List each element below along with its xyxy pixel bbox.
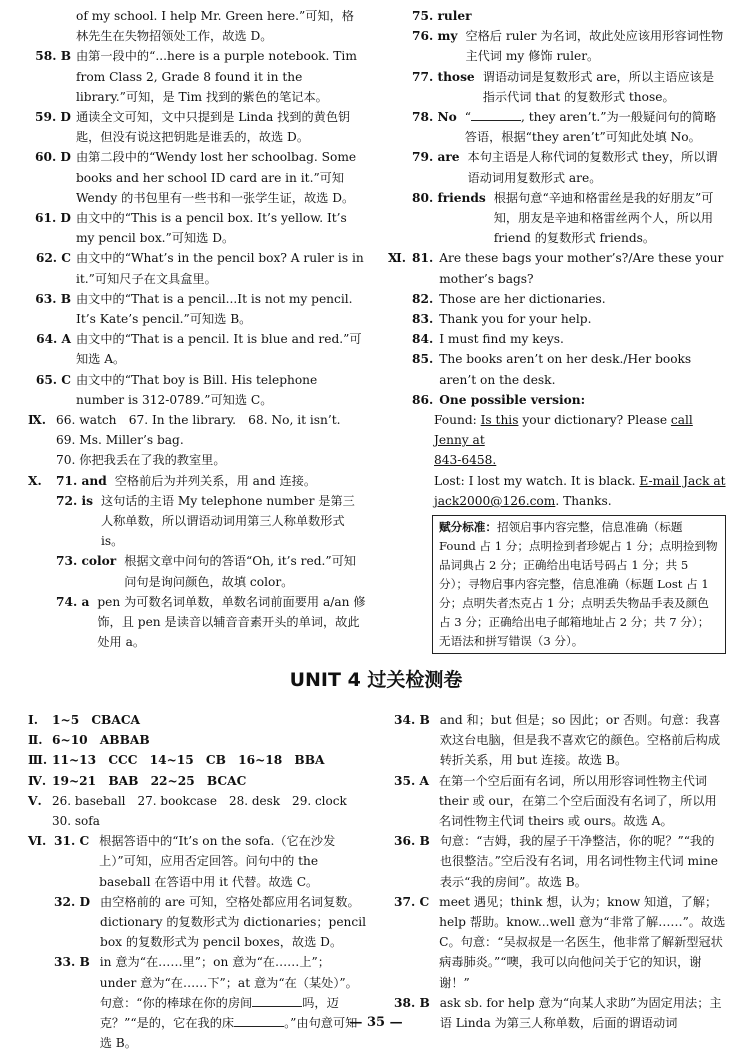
answer-75 <box>394 6 726 26</box>
lost-underline-1: E-mail Jack at <box>639 473 726 488</box>
answer-59 <box>28 107 366 147</box>
answer-32 <box>28 892 366 953</box>
short-answer-text: 26. baseball 27. bookcase 28. desk 29. clock 30. sofa <box>52 793 359 829</box>
answer-text-before: in 意为“在……里”；on 意为“在……上”；under 意为“在……下”；at 意为“在（某处）”。句意：“你的棒球在你的房间 <box>99 955 358 1010</box>
answer-label: 80. friends <box>412 190 486 205</box>
top-left-column <box>28 6 366 653</box>
answer-73 <box>28 551 366 591</box>
blank-line <box>471 108 521 121</box>
answer-text: meet 遇见；think 想，认为；know 知道，了解；help 帮助。know...well 意为“非常了解……”。故选 C。句意：“吴叔叔是一名医生，他非常了解新型冠状病毒肺炎。”“噢，我可以向他问关于它的知识，谢谢！” <box>439 894 726 990</box>
answer-text: and 和；but 但是；so 因此；or 否则。句意：我喜欢这台电脑，但是我不喜欢它的颜色。空格前后构成转折关系，用 but 连接。故选 B。 <box>439 713 721 768</box>
answer-text: ask sb. for help 意为“向某人求助”为固定用法；主语 Linda 为第三人称单数，后面的谓语动词 <box>439 995 722 1031</box>
answer-label: 83. <box>412 312 434 327</box>
short-answer-text: 6~10 ABBAB <box>52 733 150 748</box>
answer-text: 空格前后为并列关系，用 and 连接。 <box>114 473 317 488</box>
unit-title: UNIT 4 过关检测卷 <box>289 669 463 691</box>
answer-label: 78. No <box>412 110 457 125</box>
answer-text: 由文中的“This is a pencil box. It’s yellow. It’s my pencil box.”可知选 D。 <box>76 211 347 246</box>
answer-label: 73. color <box>56 554 117 569</box>
answer-57-cont <box>28 6 366 46</box>
answer-label: 81. <box>412 251 434 266</box>
answer-62 <box>28 248 366 288</box>
answer-35 <box>394 771 726 832</box>
section-roman: Ⅰ. <box>28 713 38 727</box>
found-mid: your dictionary? Please <box>518 413 671 428</box>
answer-text: 根据句意“辛迪和格雷丝是我的好朋友”可知，朋友是辛迪和格雷丝两个人，所以用 friend 的复数形式 friends。 <box>493 190 714 246</box>
answer-text: 句意：“吉姆，我的屋子干净整洁，你的呢？”“我的也很整洁。”空后没有名词，用名词性物主代词 mine 表示“我的房间”。故选 B。 <box>439 834 719 889</box>
answer-text: 通读全文可知，文中只提到是 Linda 找到的黄色钥匙，但没有说这把钥匙是谁丢的，故选 D。 <box>76 110 351 145</box>
answer-text: 由文中的“That is a pencil. It is blue and red.”可知选 A。 <box>76 332 362 367</box>
section-roman: Ⅲ. <box>28 753 48 768</box>
answer-85 <box>394 349 726 389</box>
answer-text: 根据答语中的“It’s on the sofa.（它在沙发上）”可知，应用否定回答。问句中的 the baseball 在答语中用 it 代替。故选 C。 <box>99 834 336 889</box>
answer-text: One possible version: <box>439 392 586 407</box>
section-9-line3: 70. 你把我丢在了我的教室里。 <box>56 453 226 468</box>
answer-text: 根据文章中问句的答语“Oh, it’s red.”可知问句是询问颜色，故填 color。 <box>124 554 356 589</box>
answer-58 <box>28 46 366 107</box>
lost-lead: Lost: I lost my watch. It is black. <box>434 473 640 488</box>
answer-84 <box>394 329 726 349</box>
answer-text: Thank you for your help. <box>439 312 592 327</box>
bottom-right-column <box>394 710 726 1033</box>
answer-text: 这句话的主语 My telephone number 是第三人称单数，所以谓语动词用第三人称单数形式 is。 <box>100 493 355 549</box>
found-lead: Found: <box>434 413 481 428</box>
answer-text: 由文中的“That boy is Bill. His telephone number is 312-0789.”可知选 C。 <box>76 372 318 407</box>
bottom-left-column <box>28 710 366 1053</box>
answer-label: 60. D <box>34 150 71 165</box>
answer-label: 37. C <box>394 894 430 909</box>
answer-label: 79. are <box>412 150 460 165</box>
answer-label: 85. <box>412 352 434 367</box>
section-9-row3 <box>28 450 366 470</box>
section-roman: Ⅹ. <box>28 473 42 488</box>
answer-37 <box>394 892 726 993</box>
section-9-row2 <box>28 430 366 450</box>
answer-label: 75. ruler <box>412 9 472 23</box>
answer-81 <box>388 248 726 288</box>
answer-label: 84. <box>412 332 434 347</box>
answer-text-mid: 吗，迈克？”“是的，它在我的床 <box>99 995 339 1031</box>
page-number: — 35 — <box>349 1015 403 1030</box>
scoring-criteria-box <box>432 515 726 654</box>
section-roman: Ⅱ. <box>28 733 43 748</box>
answer-83 <box>394 309 726 329</box>
lost-tail: . Thanks. <box>555 493 612 508</box>
answer-72 <box>28 491 366 552</box>
lost-notice <box>394 471 726 511</box>
answer-text: 由第二段中的“Wendy lost her schoolbag. Some books and her school ID card are in it.”可知 Wendy 的书包里有一些书和一张学生证，故选 D。 <box>76 150 357 205</box>
answer-label: 36. B <box>394 834 430 849</box>
blank-line <box>252 994 302 1007</box>
answer-label: 35. A <box>394 773 429 788</box>
answer-text: 由文中的“What’s in the pencil box? A ruler is in it.”可知尺子在文具盒里。 <box>76 251 364 286</box>
answer-text: pen 为可数名词单数，单数名词前面要用 a/an 修饰，且 pen 是读音以辅音音素开头的单词，故此处用 a。 <box>97 594 366 650</box>
answer-79 <box>394 147 726 187</box>
answer-text: 谓语动词是复数形式 are，所以主语应该是指示代词 that 的复数形式 those。 <box>482 69 715 104</box>
answer-label: 74. a <box>56 594 90 609</box>
answer-label: 38. B <box>394 995 430 1010</box>
section-roman: Ⅸ. <box>28 413 46 428</box>
answer-label: 86. <box>412 392 434 407</box>
answer-71 <box>28 471 366 491</box>
found-underline-2: call Jenny at <box>434 413 693 448</box>
answer-label: 58. B <box>35 49 71 64</box>
answer-label: 32. D <box>54 894 91 909</box>
answer-label: 33. B <box>54 955 90 970</box>
answer-text-after: 。”由句意可知选 B。 <box>99 1016 358 1051</box>
answer-label: 76. my <box>412 29 458 44</box>
short-answer-row <box>28 750 366 770</box>
answer-text: 本句主语是人称代词的复数形式 they，所以谓语动词用复数形式 are。 <box>467 150 718 185</box>
short-answer-row <box>28 791 366 831</box>
answer-text: 空格后 ruler 为名词，故此处应该用形容词性物主代词 my 修饰 ruler。 <box>465 29 724 64</box>
answer-63 <box>28 289 366 329</box>
found-tail: 843-6458. <box>434 453 497 468</box>
answer-60 <box>28 147 366 208</box>
section-9-line1: 66. watch 67. In the library. 68. No, it isn’t. <box>56 413 341 428</box>
answer-text: 由第一段中的“...here is a purple notebook. Tim from Class 2, Grade 8 found it in the library.”可知，是 Tim 找到的紫色的笔记本。 <box>76 49 357 104</box>
answer-82 <box>394 289 726 309</box>
section-roman: Ⅴ. <box>28 793 42 808</box>
answer-label: 72. is <box>56 493 93 508</box>
answer-text: 由文中的“That is a pencil...It is not my pencil. It’s Kate’s pencil.”可知选 B。 <box>76 291 353 327</box>
answer-text: I must find my keys. <box>439 332 564 347</box>
short-answer-text: 11~13 CCC 14~15 CB 16~18 BBA <box>52 753 325 768</box>
section-roman: Ⅳ. <box>28 773 47 788</box>
answer-31 <box>28 831 366 892</box>
answer-label: 61. D <box>34 211 71 226</box>
short-answer-row <box>28 771 366 791</box>
answer-text: Are these bags your mother’s?/Are these your mother’s bags? <box>439 251 724 286</box>
top-right-column <box>388 6 726 654</box>
answer-text: Those are her dictionaries. <box>439 291 606 306</box>
lost-underline-2: jack2000@126.com <box>434 493 556 508</box>
answer-text: 在第一个空后面有名词，所以用形容词性物主代词 their 或 our，在第二个空后面没有名词了，所以用名词性物主代词 theirs 或 ours。故选 A。 <box>438 773 717 829</box>
answer-text: 由空格前的 are 可知，空格处都应用名词复数。dictionary 的复数形式为 dictionaries；pencil box 的复数形式为 pencil boxes，故选 D。 <box>100 894 367 950</box>
answer-text: of my school. I help Mr. Green here.”可知，格林先生在失物招领处工作，故选 D。 <box>76 9 354 44</box>
answer-33 <box>28 952 366 1053</box>
answer-76 <box>394 26 726 66</box>
answer-text: The books aren’t on her desk./Her books aren’t on the desk. <box>439 352 692 387</box>
section-roman: Ⅺ. <box>388 251 406 266</box>
answer-label: 34. B <box>394 713 430 727</box>
section-roman: Ⅵ. <box>28 834 47 849</box>
found-notice <box>394 410 726 471</box>
answer-80 <box>394 188 726 249</box>
answer-label: 63. B <box>35 291 71 306</box>
answer-64 <box>28 329 366 369</box>
short-answer-text: 19~21 BAB 22~25 BCAC <box>52 773 247 788</box>
answer-36 <box>394 831 726 892</box>
answer-text <box>100 952 366 1053</box>
short-answer-text: 1~5 CBACA <box>52 713 140 727</box>
short-answer-row <box>28 710 366 730</box>
answer-label: 64. A <box>36 332 71 347</box>
answer-label: 31. C <box>54 834 90 849</box>
answer-label: 62. C <box>35 251 71 266</box>
answer-label: 65. C <box>35 372 71 387</box>
answer-text-after: , they aren’t.”为一般疑问句的简略答语，根据“they aren’t”可知此处填 No。 <box>464 110 717 145</box>
scoring-text: 招领启事内容完整，信息准确（标题 Found 占 1 分；点明捡到者珍妮占 1 分；点明捡到物品词典占 2 分；正确给出电话号码占 1 分；共 5 分）；寻物启事内容完整，信息准确（标题 Lost 占 1 分；点明失者杰克占 1 分；点明丢失物品手表及颜色占 3 分；正确给出电子邮箱地址占 2 分；共 7 分）；无语法和拼写错误（3 分）。 <box>439 520 718 649</box>
answer-label: 77. those <box>412 69 475 84</box>
answer-77 <box>394 67 726 107</box>
section-9 <box>28 410 366 430</box>
scoring-head: 赋分标准： <box>439 520 497 535</box>
answer-label: 71. and <box>56 473 107 488</box>
answer-label: 82. <box>412 291 434 306</box>
answer-label: 59. D <box>34 110 71 125</box>
answer-78 <box>394 107 726 147</box>
found-underline-1: Is this <box>480 413 519 428</box>
section-9-line2: 69. Ms. Miller’s bag. <box>56 433 184 448</box>
answer-text <box>465 107 726 147</box>
answer-74 <box>28 592 366 653</box>
answer-86 <box>394 390 726 410</box>
answer-65 <box>28 370 366 410</box>
short-answer-row <box>28 730 366 750</box>
answer-34 <box>394 710 726 771</box>
answer-text-before: “ <box>464 110 471 125</box>
answer-61 <box>28 208 366 248</box>
